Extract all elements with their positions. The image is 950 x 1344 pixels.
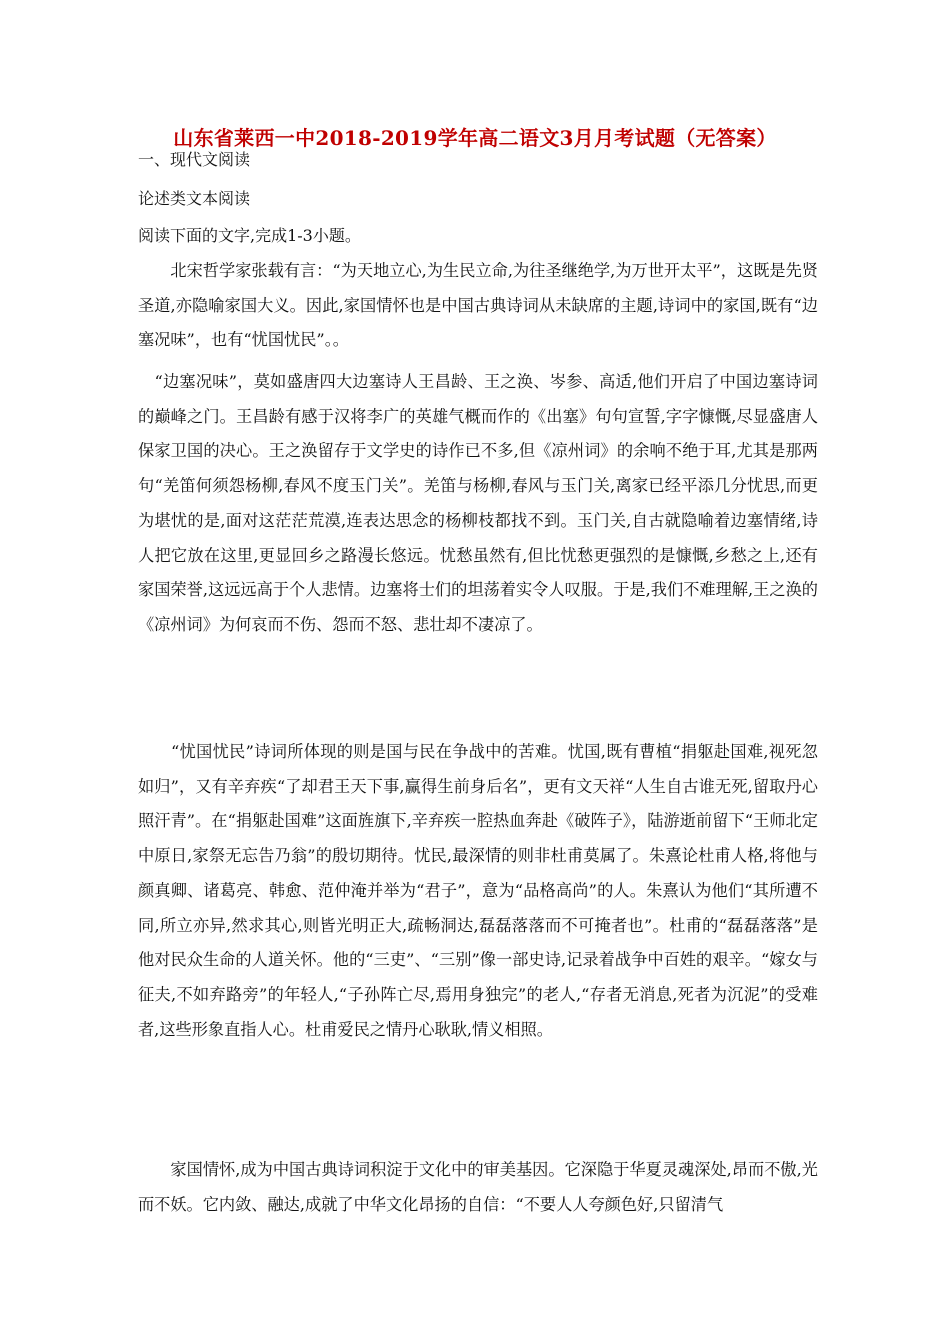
subsection-heading: 论述类文本阅读 bbox=[138, 189, 251, 208]
paragraph-1: 北宋哲学家张载有言：“为天地立心,为生民立命,为往圣继绝学,为万世开太平”，这既是先贤圣道,亦隐喻家国大义。因此,家国情怀也是中国古典诗词从未缺席的主题,诗词中的家国,既有“边塞况味”，也有“忧国忧民”。。 bbox=[138, 261, 818, 350]
paragraph-4: 家国情怀,成为中国古典诗词积淀于文化中的审美基因。它深隐于华夏灵魂深处,昂而不傲,光而不妖。它内敛、融达,成就了中华文化昂扬的自信：“不要人人夸颜色好,只留清气 bbox=[138, 1160, 818, 1214]
section-heading: 一、现代文阅读 bbox=[138, 150, 251, 169]
document-title: 山东省莱西一中2018-2019学年高二语文3月月考试题（无答案） bbox=[173, 126, 777, 150]
paragraph-3: “忧国忧民”诗词所体现的则是国与民在争战中的苦难。忧国,既有曹植“捐躯赴国难,视死忽如归”，又有辛弃疾“了却君王天下事,赢得生前身后名”，更有文天祥“人生自古谁无死,留取丹心照汗青”。在“捐躯赴国难”这面旌旗下,辛弃疾一腔热血奔赴《破阵子》，陆游逝前留下“王师北定中原日,家祭无忘告乃翁”的殷切期待。忧民,最深情的则非杜甫莫属了。朱熹论杜甫人格,将他与颜真卿、诸葛亮、韩愈、范仲淹并举为“君子”，意为“品格高尚”的人。朱熹认为他们“其所遭不同,所立亦异,然求其心,则皆光明正大,疏畅洞达,磊磊落落而不可掩者也”。杜甫的“磊磊落落”是他对民众生命的人道关怀。他的“三吏”、“三别”像一部史诗,记录着战争中百姓的艰辛。“嫁女与征夫,不如弃路旁”的年轻人,“子孙阵亡尽,焉用身独完”的老人,“存者无消息,死者为沉泥”的受难者,这些形象直指人心。杜甫爱民之情丹心耿耿,情义相照。 bbox=[138, 742, 818, 1039]
reading-instruction: 阅读下面的文字,完成1-3小题。 bbox=[138, 226, 361, 245]
paragraph-2: “边塞况味”，莫如盛唐四大边塞诗人王昌龄、王之涣、岑参、高适,他们开启了中国边塞诗词的巅峰之门。王昌龄有感于汉将李广的英雄气概而作的《出塞》句句宣誓,字字慷慨,尽显盛唐人保家卫国的决心。王之涣留存于文学史的诗作已不多,但《凉州词》的余响不绝于耳,尤其是那两句“羌笛何须怨杨柳,春风不度玉门关”。羌笛与杨柳,春风与玉门关,离家已经平添几分忧思,而更为堪忧的是,面对这茫茫荒漠,连表达思念的杨柳枝都找不到。玉门关,自古就隐喻着边塞情绪,诗人把它放在这里,更显回乡之路漫长悠远。忧愁虽然有,但比忧愁更强烈的是慷慨,乡愁之上,还有家国荣誉,这远远高于个人悲情。边塞将士们的坦荡着实令人叹服。于是,我们不难理解,王之涣的《凉州词》为何哀而不伤、怨而不怒、悲壮却不凄凉了。 bbox=[138, 372, 818, 634]
